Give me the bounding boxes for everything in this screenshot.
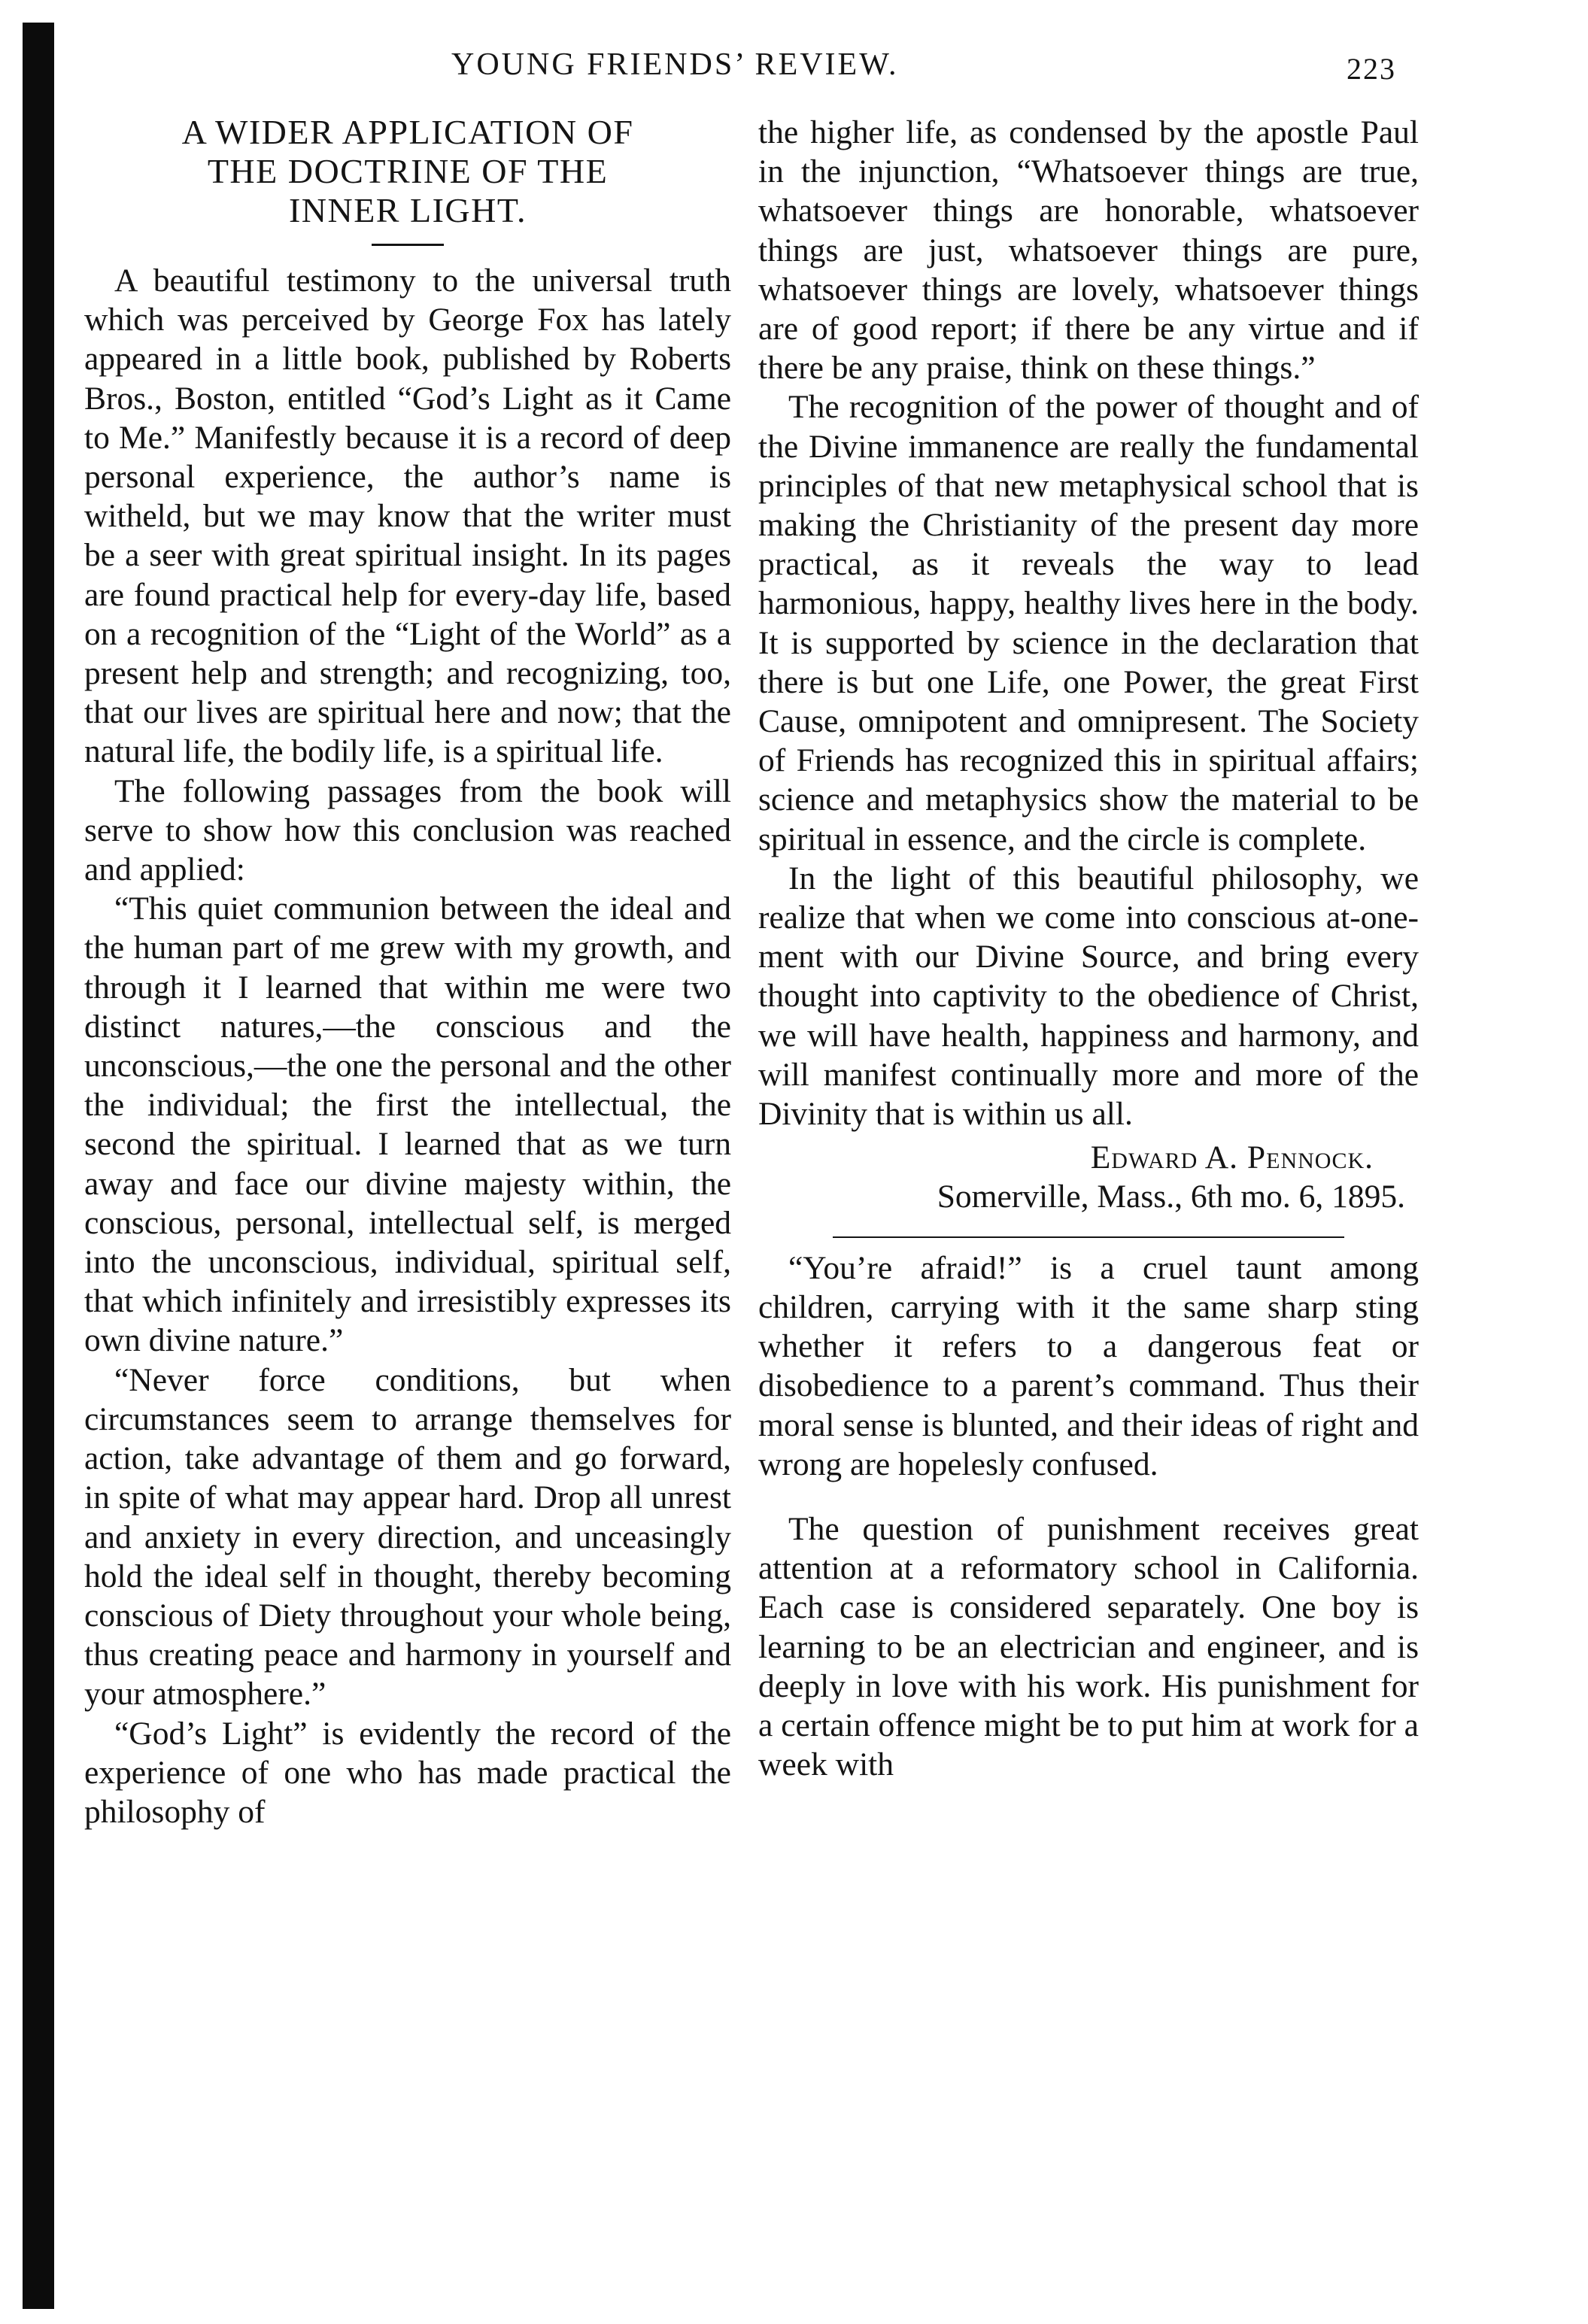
- title-rule: [372, 244, 444, 246]
- author-signature: Edward A. Pennock.: [1090, 1139, 1374, 1176]
- article-paragraph: the higher life, as condensed by the apostle Paul in the injunction, “Whatsoever things are true, whatsoever things are honorable, whatsoever things are just, whatsoever things are pure, whatsoever things are lovely, whatsoever things are of good report; if there be any virtue and if there be any praise, think on these things.”: [758, 114, 1419, 387]
- article-paragraph: A beautiful testimony to the universal truth which was perceived by George Fox has lately appeared in a little book, published by Roberts Bros., Boston, entitled “God’s Light as it Came to Me.” Manifestly because it is a record of deep personal experience, the author’s name is witheld, but we may know that the writer must be a seer with great spiritual insight. In its pages are found practical help for every-day life, based on a recognition of the “Light of the World” as a present help and strength; and recognizing, too, that our lives are spiritual here and now; that the natural life, the bodily life, is a spiritual life.: [84, 262, 731, 770]
- article-paragraph: “God’s Light” is evidently the record of the experience of one who has made practical the philosophy of: [84, 1715, 731, 1830]
- article-title-line: THE DOCTRINE OF THE: [207, 152, 609, 190]
- page-header: [0, 47, 1588, 99]
- item-spacer: [758, 1484, 1419, 1509]
- left-column: [84, 113, 731, 1831]
- page-number: 223: [1347, 52, 1396, 86]
- article-title-line: A WIDER APPLICATION OF: [181, 113, 634, 151]
- place-date-line: Somerville, Mass., 6th mo. 6, 1895.: [937, 1179, 1405, 1215]
- article-title: [84, 113, 731, 230]
- section-divider: [833, 1236, 1344, 1238]
- item-paragraph: “You’re afraid!” is a cruel taunt among children, carrying with it the same sharp sting whether it refers to a dangerous feat or disobedience to a parent’s command. Thus their moral sense is blunted, and their ideas of right and wrong are hopelesly confused.: [758, 1249, 1419, 1482]
- item-paragraph: The question of punishment receives great attention at a reformatory school in California. Each case is considered separately. One boy is learning to be an electrician and engineer, and is deeply in love with his work. His punishment for a certain offence might be to put him at work for a week with: [758, 1510, 1419, 1783]
- article-title-line: INNER LIGHT.: [288, 191, 527, 229]
- quotation-paragraph: “Never force conditions, but when circumstances seem to arrange themselves for action, take advantage of them and go forward, in spite of what may appear hard. Drop all unrest and anxiety in every direction, and unceasingly hold the ideal self in thought, thereby becoming conscious of Diety throughout your whole being, thus creating peace and harmony in yourself and your atmosphere.”: [84, 1361, 731, 1713]
- article-paragraph: The following passages from the book will serve to show how this conclusion was reached and applied:: [84, 772, 731, 888]
- right-column: [758, 113, 1419, 1784]
- binding-edge: [23, 23, 54, 2309]
- quotation-paragraph: “This quiet communion between the ideal and the human part of me grew with my growth, and through it I learned that within me were two distinct natures,—the conscious and the unconscious,—the one the personal and the other the individual; the first the intellectual, the second the spiritual. I learned that as we turn away and face our divine majesty within, the conscious, personal, intellectual self, is merged into the unconscious, individual, spiritual self, that which infinitely and irresistibly expresses its own divine nature.”: [84, 890, 731, 1359]
- article-paragraph: The recognition of the power of thought and of the Divine immanence are really the fundamental principles of that new metaphysical school that is making the Christianity of the present day more practical, as it reveals the way to lead harmonious, happy, healthy lives here in the body. It is supported by science in the declaration that there is but one Life, one Power, the great First Cause, omnipotent and omnipresent. The Society of Friends has recognized this in spiritual affairs; science and metaphysics show the material to be spiritual in essence, and the circle is complete.: [758, 389, 1419, 857]
- running-title: YOUNG FRIENDS’ REVIEW.: [451, 47, 899, 82]
- article-paragraph: In the light of this beautiful philosophy, we realize that when we come into conscious at-one-ment with our Divine Source, and bring every thought into captivity to the obedience of Christ, we will have health, happiness and harmony, and will manifest continually more and more of the Divinity that is within us all.: [758, 860, 1419, 1133]
